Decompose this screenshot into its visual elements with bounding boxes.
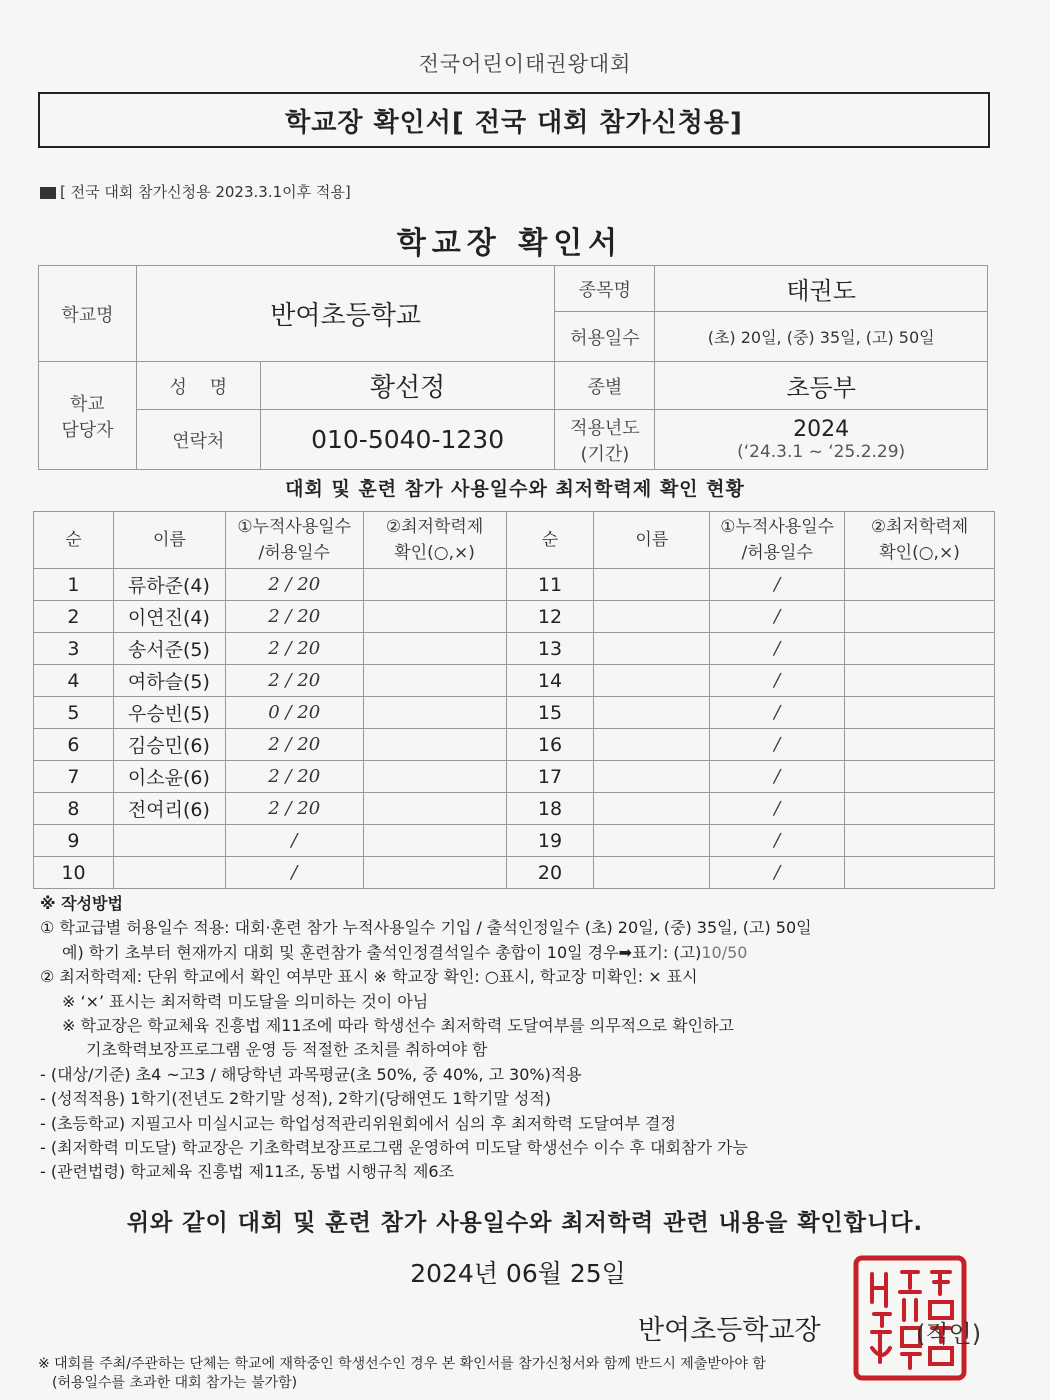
min-academic-check (845, 569, 995, 601)
allowed-days-value: (초) 20일, (중) 35일, (고) 50일 (655, 312, 988, 362)
used-days: / (710, 825, 845, 857)
person-name-label: 성 명 (136, 362, 260, 410)
phone-value: 010-5040-1230 (260, 410, 555, 470)
instruction-example (40, 941, 1030, 965)
used-days: 2 / 20 (225, 761, 363, 793)
used-days: 0 / 20 (225, 697, 363, 729)
footer-line: ※ 대회를 주최/주관하는 단체는 학교에 재학중인 학생선수인 경우 본 확인서를 참가신청서와 함께 반드시 제출받아야 함 (38, 1356, 766, 1372)
used-days: / (710, 761, 845, 793)
min-academic-check (363, 761, 506, 793)
instruction-note: ※ ‘×’ 표시는 최저학력 미도달을 의미하는 것이 아님 (62, 991, 429, 1011)
instruction-criterion: - (성적적용) 1학기(전년도 2학기말 성적), 2학기(당해연도 1학기말 성적) (40, 1089, 552, 1109)
division-value: 초등부 (655, 362, 988, 410)
used-days: / (710, 633, 845, 665)
event-name: 전국어린이태권왕대회 (418, 52, 632, 76)
instructions (40, 892, 1030, 1185)
example-text: 예) 학기 초부터 현재까지 대회 및 훈련참가 출석인정결석일수 총합이 10일 경우➡표기: (고) (62, 942, 702, 962)
row-number: 16 (506, 729, 594, 761)
footer-line: (허용일수를 초과한 대회 참가는 불가함) (52, 1375, 298, 1391)
student-name (594, 569, 710, 601)
instruction-line: ① 학교급별 허용일수 적용: 대회·훈련 참가 누적사용일수 기입 / 출석인정일수 (초) 20일, (중) 35일, (고) 50일 (40, 918, 812, 938)
instruction-criterion: - (최저학력 미도달) 학교장은 기초학력보장프로그램 운영하여 미도달 학생선수 이수 후 대회참가 가능 (40, 1138, 748, 1158)
min-academic-check (845, 729, 995, 761)
row-number: 9 (34, 825, 114, 857)
year-cell (655, 410, 988, 470)
table-row (34, 601, 995, 633)
min-academic-check (363, 857, 506, 889)
header-check-line2: 확인(○,×) (394, 543, 475, 563)
student-name (594, 665, 710, 697)
row-number: 6 (34, 729, 114, 761)
year-label (555, 410, 655, 470)
instruction-line: ② 최저학력제: 단위 학교에서 확인 여부만 표시 ※ 학교장 확인: ○표시, 학교장 미확인: × 표시 (40, 967, 698, 987)
student-name: 여하슬(5) (113, 665, 225, 697)
table-row (34, 665, 995, 697)
student-name (594, 729, 710, 761)
instruction-criterion: - (초등학교) 지필고사 미실시교는 학업성적관리위원회에서 심의 후 최저학력 도달여부 결정 (40, 1113, 676, 1133)
student-name: 이연진(4) (113, 601, 225, 633)
contact-label-line2: 담당자 (61, 419, 114, 441)
student-name (594, 793, 710, 825)
table-row (34, 793, 995, 825)
school-value: 반여초등학교 (136, 266, 555, 362)
min-academic-check (845, 665, 995, 697)
form-title: 학교장 확인서 (396, 226, 624, 261)
table-row (34, 633, 995, 665)
min-academic-check (845, 857, 995, 889)
row-number: 1 (34, 569, 114, 601)
instructions-title: ※ 작성방법 (40, 894, 123, 913)
used-days: 2 / 20 (225, 601, 363, 633)
student-name (594, 697, 710, 729)
used-days: / (710, 729, 845, 761)
year-label-line1: 적용년도 (570, 417, 640, 439)
row-number: 10 (34, 857, 114, 889)
min-academic-check (845, 761, 995, 793)
header-days-line2: /허용일수 (741, 543, 813, 563)
used-days: 2 / 20 (225, 633, 363, 665)
example-value: 10/50 (701, 942, 748, 962)
phone-label: 연락처 (136, 410, 260, 470)
header-days-line1: ①누적사용일수 (237, 517, 352, 537)
year-value: 2024 (793, 417, 850, 442)
student-name (594, 633, 710, 665)
row-number: 3 (34, 633, 114, 665)
table-row (34, 857, 995, 889)
issue-date: 2024년 06월 25일 (410, 1259, 626, 1288)
school-label: 학교명 (39, 266, 137, 362)
row-number: 12 (506, 601, 594, 633)
header-days-left (225, 512, 363, 569)
records-table (33, 511, 995, 889)
min-academic-check (845, 825, 995, 857)
seal-note: (직인) (916, 1320, 982, 1348)
used-days: / (710, 697, 845, 729)
student-name (594, 761, 710, 793)
row-number: 7 (34, 761, 114, 793)
used-days: 2 / 20 (225, 729, 363, 761)
min-academic-check (363, 569, 506, 601)
instruction-note: ※ 학교장은 학교체육 진흥법 제11조에 따라 학생선수 최저학력 도달여부를 의무적으로 확인하고 (62, 1016, 734, 1036)
student-name: 이소윤(6) (113, 761, 225, 793)
contact-label (39, 362, 137, 470)
header-name-right: 이름 (594, 512, 710, 569)
table-row (34, 729, 995, 761)
table-row (34, 825, 995, 857)
used-days: / (710, 857, 845, 889)
min-academic-check (845, 697, 995, 729)
used-days: / (225, 825, 363, 857)
person-name-value: 황선정 (260, 362, 555, 410)
row-number: 11 (506, 569, 594, 601)
row-number: 14 (506, 665, 594, 697)
header-no-right: 순 (506, 512, 594, 569)
header-name-left: 이름 (113, 512, 225, 569)
student-name (594, 825, 710, 857)
document-title-text: 학교장 확인서[ 전국 대회 참가신청용] (285, 107, 743, 138)
student-name (113, 825, 225, 857)
min-academic-check (363, 793, 506, 825)
header-days-right (710, 512, 845, 569)
used-days: / (710, 665, 845, 697)
division-label: 종별 (555, 362, 655, 410)
row-number: 18 (506, 793, 594, 825)
section-title: 대회 및 훈련 참가 사용일수와 최저학력제 확인 현황 (285, 478, 745, 500)
header-check-right (845, 512, 995, 569)
sport-value: 태권도 (655, 266, 988, 312)
allowed-days-label: 허용일수 (555, 312, 655, 362)
row-number: 20 (506, 857, 594, 889)
applicability-notice (40, 181, 351, 202)
used-days: / (225, 857, 363, 889)
header-check-line1: ②최저학력제 (385, 517, 484, 537)
min-academic-check (363, 665, 506, 697)
used-days: / (710, 569, 845, 601)
row-number: 8 (34, 793, 114, 825)
row-number: 17 (506, 761, 594, 793)
table-row (34, 697, 995, 729)
row-number: 13 (506, 633, 594, 665)
table-row (34, 569, 995, 601)
header-check-line2: 확인(○,×) (879, 543, 960, 563)
instruction-criterion: - (관련법령) 학교체육 진흥법 제11조, 동법 시행규칙 제6조 (40, 1162, 455, 1182)
instruction-note: 기초학력보장프로그램 운영 등 적절한 조치를 취하여야 함 (86, 1040, 488, 1060)
student-name: 전여리(6) (113, 793, 225, 825)
used-days: 2 / 20 (225, 665, 363, 697)
student-name (594, 601, 710, 633)
info-table (38, 265, 988, 470)
student-name (594, 857, 710, 889)
row-number: 4 (34, 665, 114, 697)
used-days: 2 / 20 (225, 793, 363, 825)
header-days-line1: ①누적사용일수 (720, 517, 835, 537)
row-number: 19 (506, 825, 594, 857)
instruction-criterion: - (대상/기준) 초4 ~고3 / 해당학년 과목평균(초 50%, 중 40%, 고 30%)적용 (40, 1064, 582, 1084)
sport-label: 종목명 (555, 266, 655, 312)
period-value: (‘24.3.1 ~ ‘25.2.29) (737, 442, 906, 462)
confirmation-statement: 위와 같이 대회 및 훈련 참가 사용일수와 최저학력 관련 내용을 확인합니다. (126, 1210, 924, 1236)
used-days: / (710, 601, 845, 633)
used-days: 2 / 20 (225, 569, 363, 601)
header-check-line1: ②최저학력제 (870, 517, 969, 537)
row-number: 2 (34, 601, 114, 633)
year-label-line2: (기간) (580, 443, 630, 465)
min-academic-check (845, 793, 995, 825)
student-name: 김승민(6) (113, 729, 225, 761)
contact-label-line1: 학교 (70, 393, 105, 415)
student-name: 송서준(5) (113, 633, 225, 665)
header-no-left: 순 (34, 512, 114, 569)
min-academic-check (845, 601, 995, 633)
student-name: 우승빈(5) (113, 697, 225, 729)
student-name: 류하준(4) (113, 569, 225, 601)
student-name (113, 857, 225, 889)
footer-note (38, 1355, 766, 1393)
square-bullet-icon (40, 187, 56, 199)
min-academic-check (363, 601, 506, 633)
principal-signature: 반여초등학교장 (638, 1315, 821, 1346)
row-number: 15 (506, 697, 594, 729)
min-academic-check (363, 729, 506, 761)
min-academic-check (363, 825, 506, 857)
min-academic-check (845, 633, 995, 665)
header-days-line2: /허용일수 (258, 543, 330, 563)
header-check-left (363, 512, 506, 569)
min-academic-check (363, 697, 506, 729)
document-title (38, 92, 990, 148)
table-row (34, 761, 995, 793)
min-academic-check (363, 633, 506, 665)
notice-text: [ 전국 대회 참가신청용 2023.3.1이후 적용] (60, 183, 351, 201)
used-days: / (710, 793, 845, 825)
row-number: 5 (34, 697, 114, 729)
